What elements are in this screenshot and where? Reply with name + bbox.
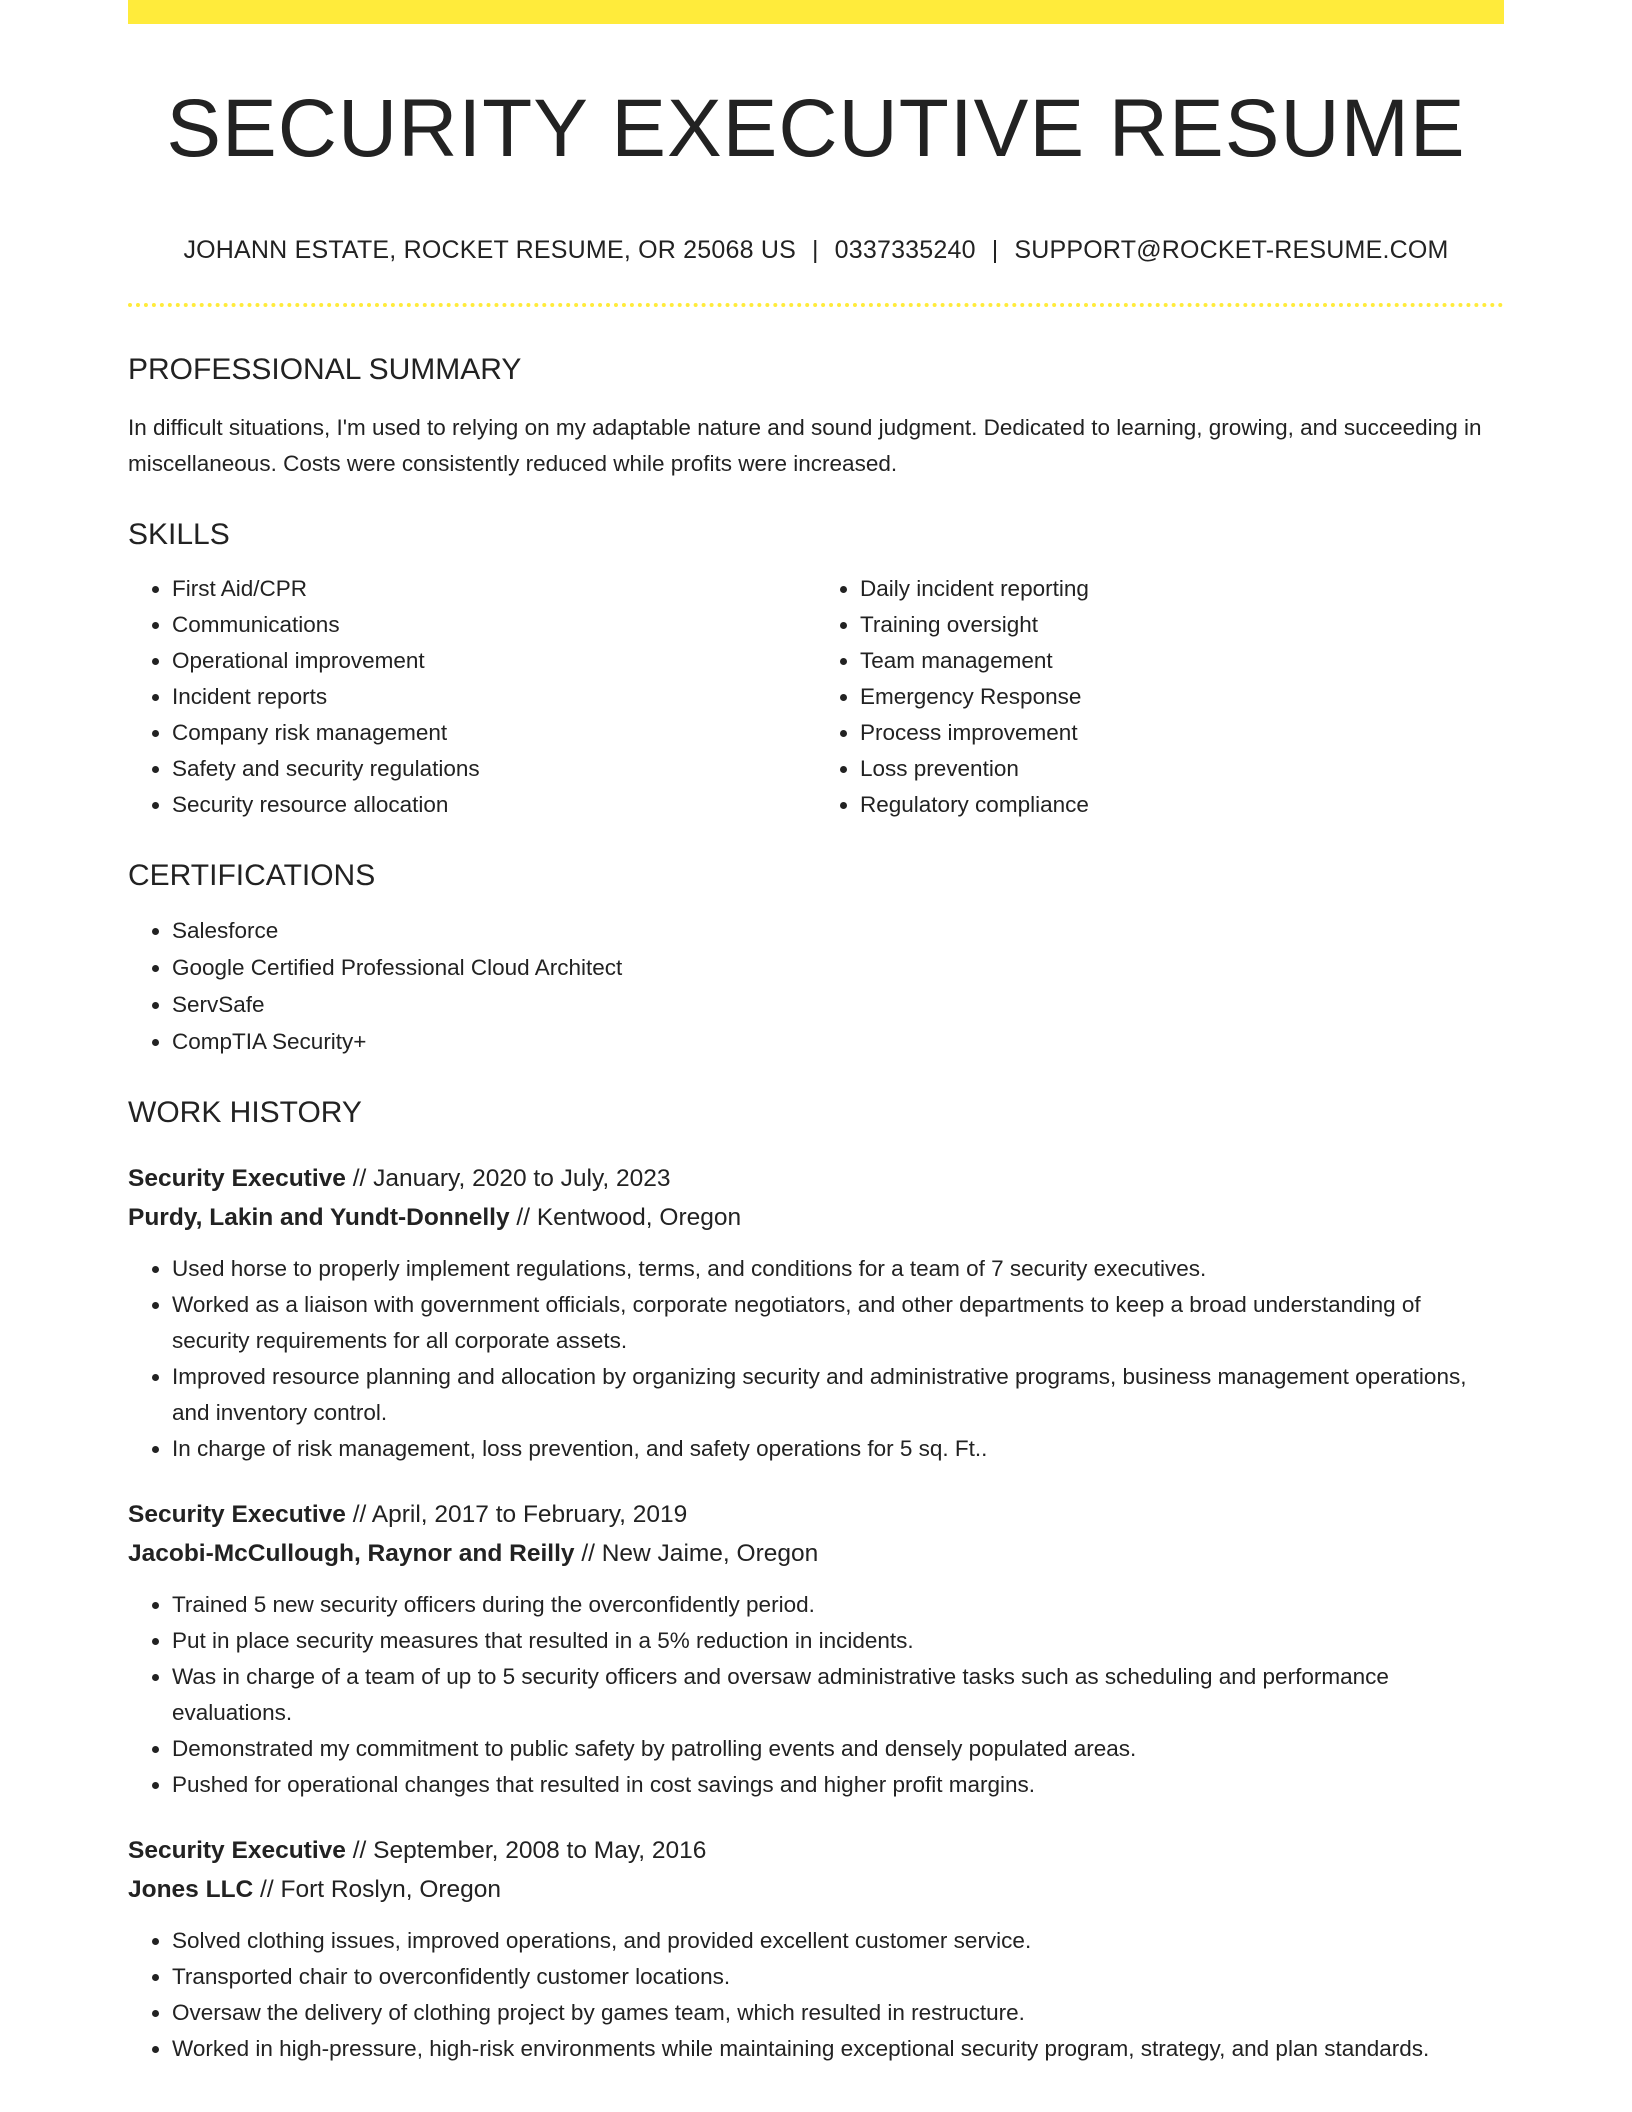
job-company-line: [128, 1534, 1504, 1573]
skills-right-list: [816, 571, 1504, 823]
job-entry: [128, 1495, 1504, 1803]
job-title-line: [128, 1159, 1504, 1198]
summary-heading: PROFESSIONAL SUMMARY: [128, 353, 522, 387]
contact-line: [128, 236, 1504, 265]
job-location: // Fort Roslyn, Oregon: [253, 1876, 502, 1904]
job-bullet: • In charge of risk management, loss prevention, and safety operations for 5 sq. Ft..: [172, 1431, 1504, 1467]
certifications-list: [128, 912, 1504, 1060]
contact-email: SUPPORT@ROCKET-RESUME.COM: [1014, 236, 1449, 265]
job-dates: // January, 2020 to July, 2023: [345, 1165, 671, 1193]
skill-item: • Operational improvement: [172, 643, 816, 679]
contact-separator: |: [811, 236, 819, 265]
contact-address: JOHANN ESTATE, ROCKET RESUME, OR 25068 US: [183, 236, 796, 265]
skills-columns: [128, 571, 1504, 823]
job-bullet: • Was in charge of a team of up to 5 security officers and oversaw administrative tasks such as scheduling and performance evaluations.: [172, 1659, 1504, 1731]
job-title: Security Executive: [128, 1501, 346, 1529]
job-company: Purdy, Lakin and Yundt-Donnelly: [128, 1204, 510, 1232]
job-dates: // September, 2008 to May, 2016: [345, 1837, 707, 1865]
skill-item: • Communications: [172, 607, 816, 643]
skill-item: • First Aid/CPR: [172, 571, 816, 607]
job-bullet: • Worked in high-pressure, high-risk environments while maintaining exceptional security program, strategy, and plan standards.: [172, 2031, 1504, 2067]
dotted-divider: [128, 303, 1504, 307]
job-title-line: [128, 1831, 1504, 1870]
job-company-line: [128, 1870, 1504, 1909]
skill-item: • Loss prevention: [860, 751, 1504, 787]
skills-heading: SKILLS: [128, 518, 230, 552]
page-title: SECURITY EXECUTIVE RESUME: [166, 83, 1466, 174]
job-bullet: • Used horse to properly implement regulations, terms, and conditions for a team of 7 security executives.: [172, 1251, 1504, 1287]
job-entry: [128, 1831, 1504, 2067]
job-bullet: • Oversaw the delivery of clothing project by games team, which resulted in restructure.: [172, 1995, 1504, 2031]
contact-separator: |: [991, 236, 999, 265]
contact-phone: 0337335240: [834, 236, 976, 265]
job-bullet: • Improved resource planning and allocation by organizing security and administrative programs, business management operations, and inventory control.: [172, 1359, 1504, 1431]
skill-item: • Regulatory compliance: [860, 787, 1504, 823]
job-dates: // April, 2017 to February, 2019: [345, 1501, 688, 1529]
accent-top-bar: [128, 0, 1504, 24]
job-bullet: • Worked as a liaison with government officials, corporate negotiators, and other departments to keep a broad understanding of security requirements for all corporate assets.: [172, 1287, 1504, 1359]
job-bullet: • Pushed for operational changes that resulted in cost savings and higher profit margins.: [172, 1767, 1504, 1803]
job-bullets: [128, 1251, 1504, 1467]
skill-item: • Daily incident reporting: [860, 571, 1504, 607]
certification-item: • Google Certified Professional Cloud Architect: [172, 949, 1504, 986]
work-history-heading: WORK HISTORY: [128, 1096, 362, 1130]
skill-item: • Safety and security regulations: [172, 751, 816, 787]
skill-item: • Security resource allocation: [172, 787, 816, 823]
summary-text: In difficult situations, I'm used to relying on my adaptable nature and sound judgment. Dedicated to learning, growing, and succeeding in miscellaneous. Costs were consistently reduced while profits were increased.: [128, 415, 1482, 477]
job-bullet: • Demonstrated my commitment to public safety by patrolling events and densely populated areas.: [172, 1731, 1504, 1767]
job-bullet: • Put in place security measures that resulted in a 5% reduction in incidents.: [172, 1623, 1504, 1659]
certification-item: • CompTIA Security+: [172, 1023, 1504, 1060]
job-location: // Kentwood, Oregon: [509, 1204, 742, 1232]
skill-item: • Process improvement: [860, 715, 1504, 751]
job-bullets: [128, 1587, 1504, 1803]
certification-item: • Salesforce: [172, 912, 1504, 949]
job-bullet: • Trained 5 new security officers during the overconfidently period.: [172, 1587, 1504, 1623]
job-location: // New Jaime, Oregon: [574, 1540, 819, 1568]
skill-item: • Company risk management: [172, 715, 816, 751]
job-entry: [128, 1159, 1504, 1467]
skill-item: • Training oversight: [860, 607, 1504, 643]
skills-left-list: [128, 571, 816, 823]
job-title: Security Executive: [128, 1165, 346, 1193]
job-company: Jacobi-McCullough, Raynor and Reilly: [128, 1540, 575, 1568]
skill-item: • Incident reports: [172, 679, 816, 715]
job-company: Jones LLC: [128, 1876, 254, 1904]
job-bullets: [128, 1923, 1504, 2067]
skill-item: • Team management: [860, 643, 1504, 679]
certification-item: • ServSafe: [172, 986, 1504, 1023]
skill-item: • Emergency Response: [860, 679, 1504, 715]
resume-page: [128, 0, 1504, 2067]
job-bullet: • Transported chair to overconfidently customer locations.: [172, 1959, 1504, 1995]
job-company-line: [128, 1198, 1504, 1237]
job-bullet: • Solved clothing issues, improved operations, and provided excellent customer service.: [172, 1923, 1504, 1959]
certifications-heading: CERTIFICATIONS: [128, 859, 376, 893]
job-title: Security Executive: [128, 1837, 346, 1865]
job-title-line: [128, 1495, 1504, 1534]
